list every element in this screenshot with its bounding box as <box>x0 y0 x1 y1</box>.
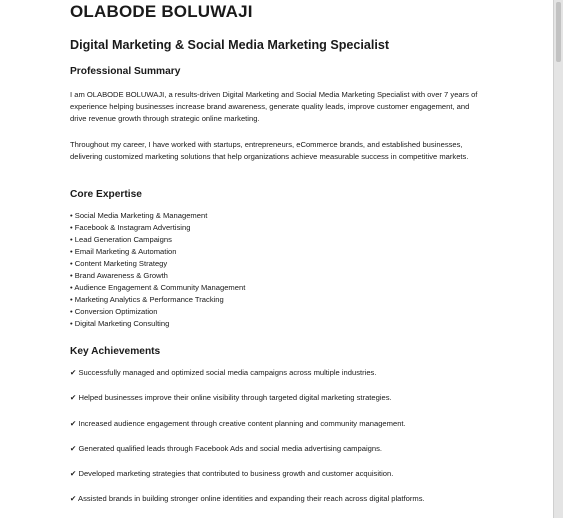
expertise-item: • Brand Awareness & Growth <box>70 271 168 281</box>
achievement-item: ✔ Generated qualified leads through Facebook Ads and social media advertising campaigns. <box>70 443 382 453</box>
expertise-item: • Audience Engagement & Community Management <box>70 283 246 293</box>
summary-paragraph: I am OLABODE BOLUWAJI, a results-driven Digital Marketing and Social Media Marketing Specialist with over 7 years of experience helping businesses increase brand awareness, generate quality leads, improve customer engagement, and drive revenue growth through strategic online marketing. <box>70 90 478 123</box>
expertise-item: • Digital Marketing Consulting <box>70 319 170 329</box>
achievement-item: ✔ Helped businesses improve their online visibility through targeted digital marketing strategies. <box>70 393 392 403</box>
achievements-list <box>70 367 425 518</box>
expertise-item: • Lead Generation Campaigns <box>70 235 172 245</box>
expertise-list <box>70 210 245 330</box>
achievements-heading: Key Achievements <box>70 346 161 357</box>
expertise-item: • Content Marketing Strategy <box>70 259 168 269</box>
achievement-item: ✔ Increased audience engagement through creative content planning and community management. <box>70 418 406 428</box>
expertise-item: • Email Marketing & Automation <box>70 247 177 257</box>
summary-heading: Professional Summary <box>70 66 181 77</box>
expertise-item: • Conversion Optimization <box>70 307 158 317</box>
expertise-item: • Facebook & Instagram Advertising <box>70 223 191 233</box>
expertise-item: • Marketing Analytics & Performance Tracking <box>70 295 224 305</box>
vertical-scrollbar[interactable] <box>554 0 563 518</box>
scrollbar-thumb[interactable] <box>556 2 561 62</box>
resume-name: OLABODE BOLUWAJI <box>70 2 253 21</box>
resume-job-title: Digital Marketing & Social Media Marketing Specialist <box>70 38 390 52</box>
achievement-item: ✔ Developed marketing strategies that contributed to business growth and customer acquisition. <box>70 469 394 479</box>
summary-paragraph: Throughout my career, I have worked with startups, entrepreneurs, eCommerce brands, and established businesses, delivering customized marketing solutions that help organizations achieve measurable success in competitive markets. <box>70 140 469 161</box>
expertise-item: • Social Media Marketing & Management <box>70 211 208 220</box>
achievement-item: ✔ Successfully managed and optimized social media campaigns across multiple industries. <box>70 368 377 377</box>
expertise-heading: Core Expertise <box>70 189 142 200</box>
achievement-item: ✔ Assisted brands in building stronger online identities and expanding their reach across digital platforms. <box>70 494 425 504</box>
